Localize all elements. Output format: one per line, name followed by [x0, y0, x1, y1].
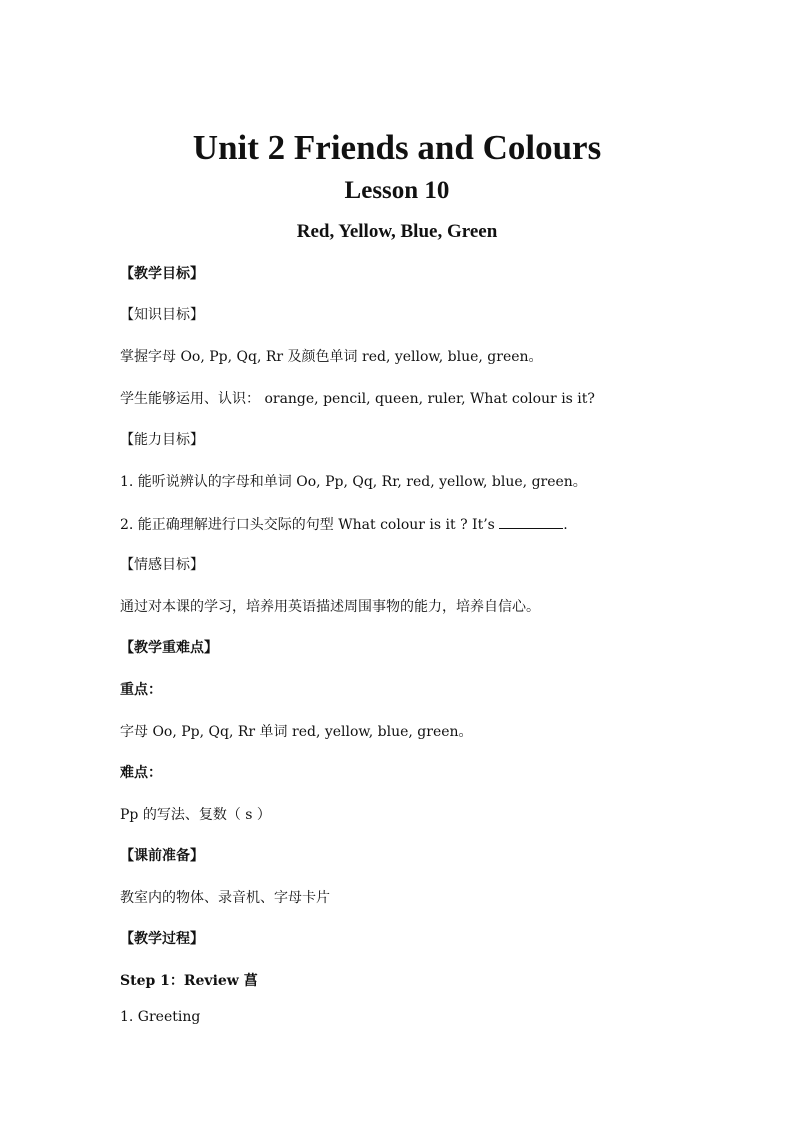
unit-title: Unit 2 Friends and Colours — [192, 128, 602, 167]
knowledge-goal-1: 掌握字母 Oo, Pp, Qq, Rr 及颜色单词 red, yellow, blue, green。 — [120, 349, 543, 365]
ability-goal-2 — [120, 514, 734, 535]
difficult-points-1: Pp 的写法、复数（ s ） — [120, 807, 271, 823]
heading-teaching-goals: 【教学目标】 — [120, 266, 204, 282]
heading-emotion-goals: 【情感目标】 — [120, 557, 204, 573]
difficult-points-label: 难点： — [120, 765, 162, 781]
fill-in-blank — [499, 514, 563, 529]
ability-goal-2-end: . — [563, 517, 568, 533]
heading-key-difficult: 【教学重难点】 — [120, 640, 218, 656]
key-points-label: 重点： — [120, 682, 162, 698]
knowledge-goal-2: 学生能够运用、认识： orange, pencil, queen, ruler, What colour is it? — [120, 391, 595, 407]
heading-knowledge-goals: 【知识目标】 — [120, 307, 204, 323]
step-1-heading: Step 1：Review 菖 — [120, 973, 258, 989]
key-points-1: 字母 Oo, Pp, Qq, Rr 单词 red, yellow, blue, green。 — [120, 724, 473, 740]
heading-preparation: 【课前准备】 — [120, 848, 204, 864]
emotion-goal-1: 通过对本课的学习，培养用英语描述周围事物的能力，培养自信心。 — [120, 599, 540, 615]
ability-goal-1: 1. 能听说辨认的字母和单词 Oo, Pp, Qq, Rr, red, yellow, blue, green。 — [120, 474, 587, 490]
ability-goal-2-text: 2. 能正确理解进行口头交际的句型 What colour is it ? It’s — [120, 517, 500, 533]
heading-ability-goals: 【能力目标】 — [120, 432, 204, 448]
lesson-subtitle: Red, Yellow, Blue, Green — [296, 221, 498, 242]
step-1-item-1: 1. Greeting — [120, 1009, 201, 1025]
preparation-1: 教室内的物体、录音机、字母卡片 — [120, 890, 330, 906]
lesson-title: Lesson 10 — [344, 177, 450, 204]
heading-process: 【教学过程】 — [120, 931, 204, 947]
